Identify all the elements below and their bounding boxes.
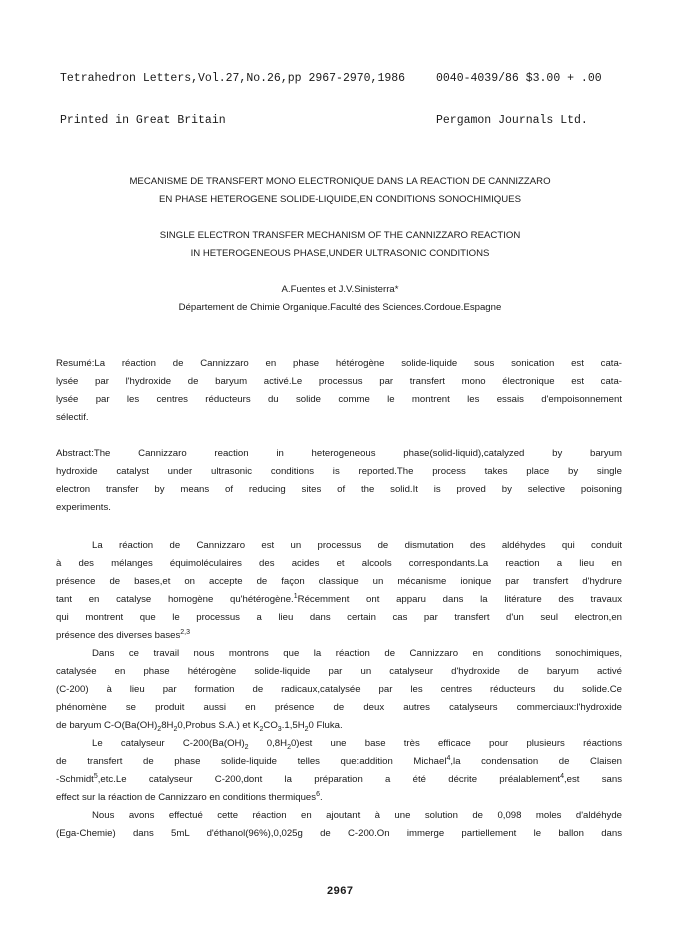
body-text: 8H (161, 720, 174, 731)
body-text: de baryum C-O(Ba(OH) (56, 720, 158, 731)
citation-ref: 4 (446, 754, 451, 762)
body-text: Récemment ont apparu dans la litérature des travaux (297, 594, 622, 605)
journal-citation (60, 44, 405, 142)
affiliation: Département de Chimie Organique.Faculté des Sciences.Cordoue.Espagne (178, 302, 502, 313)
subscript: 3 (277, 725, 282, 733)
citation-ref: 6 (316, 790, 320, 798)
resume-line: lysée par les centres réducteurs du solide comme le montrent les essais d'empoisonnement (56, 394, 622, 405)
body-line: présence de bases,et on accepte de façon classique un mécanisme ionique par transfert d'hydrure (56, 576, 622, 587)
title-english-line2: IN HETEROGENEOUS PHASE,UNDER ULTRASONIC CONDITIONS (190, 248, 490, 259)
abstract-line: hydroxide catalyst under ultrasonic conditions is reported.The process takes place by single (56, 466, 622, 477)
body-line: (C-200) à lieu par formation de radicaux,catalysée par les centres réducteurs du solide.Ce (56, 684, 622, 695)
body-text: 0 Fluka. (308, 720, 343, 731)
resume-line: Resumé:La réaction de Cannizzaro en phase hétérogène solide-liquide sous sonication est cata- (56, 358, 622, 369)
abstract-paragraph (56, 445, 622, 517)
body-line: phénomène se produit aussi en présence de deux autres catalyseurs commerciaux:l'hydroxide (56, 702, 622, 713)
body-text: CO (263, 720, 278, 731)
journal-citation-line1: Tetrahedron Letters,Vol.27,No.26,pp 2967-2970,1986 (60, 72, 406, 85)
body-paragraph-3 (56, 735, 622, 807)
subscript: 2 (244, 743, 249, 751)
body-line: Dans ce travail nous montrons que la réaction de Cannizzaro en conditions sonochimiques, (92, 648, 622, 659)
body-text: Le catalyseur C-200(Ba(OH) (92, 738, 245, 749)
resume-line: lysée par l'hydroxide de baryum activé.Le processus par transfert mono électronique est cata- (56, 376, 622, 387)
citation-ref: 5 (93, 772, 98, 780)
body-line (56, 627, 622, 645)
body-paragraph-2 (56, 645, 622, 735)
citation-ref: 1 (293, 592, 298, 600)
body-line: à des mélanges équimoléculaires des acides et alcools correspondants.La reaction a lieu en (56, 558, 622, 569)
body-line: qui montrent que le processus a lieu dans certain cas par transfert d'un seul electron,en (56, 612, 622, 623)
body-text: ,etc.Le catalyseur C-200,dont la préparation a été décrite préalablement (97, 774, 561, 785)
subscript: 2 (287, 743, 291, 751)
body-line-formula (56, 717, 622, 735)
body-text: ,la condensation de Claisen (450, 756, 623, 767)
journal-price-info (436, 44, 602, 142)
body-line (56, 591, 622, 609)
body-text: présence des diverses bases (56, 630, 181, 641)
body-paragraph-4 (56, 807, 622, 843)
body-line: La réaction de Cannizzaro est un processus de dismutation des aldéhydes qui conduit (92, 540, 622, 551)
resume-line: sélectif. (56, 412, 89, 423)
journal-price-line2: Pergamon Journals Ltd. (436, 114, 588, 127)
subscript: 2 (259, 725, 264, 733)
body-text: . (319, 792, 323, 803)
citation-ref: 4 (560, 772, 564, 780)
body-line (56, 771, 622, 789)
title-english-line1: SINGLE ELECTRON TRANSFER MECHANISM OF THE CANNIZZARO REACTION (159, 230, 521, 241)
title-french-line2: EN PHASE HETEROGENE SOLIDE-LIQUIDE,EN CONDITIONS SONOCHIMIQUES (159, 194, 521, 205)
subscript: 2 (157, 725, 162, 733)
journal-citation-line2: Printed in Great Britain (60, 114, 226, 127)
title-french (0, 173, 680, 209)
body-paragraph-1 (56, 537, 622, 645)
title-english (0, 227, 680, 263)
body-line: catalysée en phase hétérogène solide-liquide par un catalyseur d'hydroxide de baryum activé (56, 666, 622, 677)
abstract-line: experiments. (56, 502, 111, 513)
body-line (56, 789, 622, 807)
body-text: 0,8H (248, 738, 288, 749)
body-line: Nous avons effectué cette réaction en ajoutant à une solution de 0,098 moles d'aldéhyde (92, 810, 622, 821)
body-line (56, 753, 622, 771)
body-text: .1,5H (281, 720, 305, 731)
title-french-line1: MECANISME DE TRANSFERT MONO ELECTRONIQUE DANS LA REACTION DE CANNIZZARO (129, 176, 551, 187)
journal-price-line1: 0040-4039/86 $3.00 + .00 (436, 72, 602, 85)
page-number: 2967 (326, 886, 354, 898)
citation-ref: 2,3 (180, 628, 190, 636)
subscript: 2 (304, 725, 309, 733)
body-text: ,est sans (564, 774, 622, 785)
body-line-formula (56, 735, 622, 753)
resume-paragraph (56, 355, 622, 427)
body-text: tant en catalyse homogène qu'hétérogène. (56, 594, 294, 605)
subscript: 2 (173, 725, 178, 733)
body-text: -Schmidt (56, 774, 94, 785)
abstract-line: electron transfer by means of reducing sites of the solid.It is proved by selective poisoning (56, 484, 622, 495)
body-line: (Ega-Chemie) dans 5mL d'éthanol(96%),0,025g de C-200.On immerge partiellement le ballon dans (56, 828, 622, 839)
authors: A.Fuentes et J.V.Sinisterra* (281, 284, 399, 295)
abstract-line: Abstract:The Cannizzaro reaction in heterogeneous phase(solid-liquid),catalyzed by baryum (56, 448, 622, 459)
body-text: de transfert de phase solide-liquide telles que:addition Michael (56, 756, 447, 767)
body-text: 0)est une base très efficace pour plusieurs réactions (290, 738, 622, 749)
body-text: 0,Probus S.A.) et K (177, 720, 260, 731)
body-text: effect sur la réaction de Cannizzaro en conditions thermiques (56, 792, 317, 803)
